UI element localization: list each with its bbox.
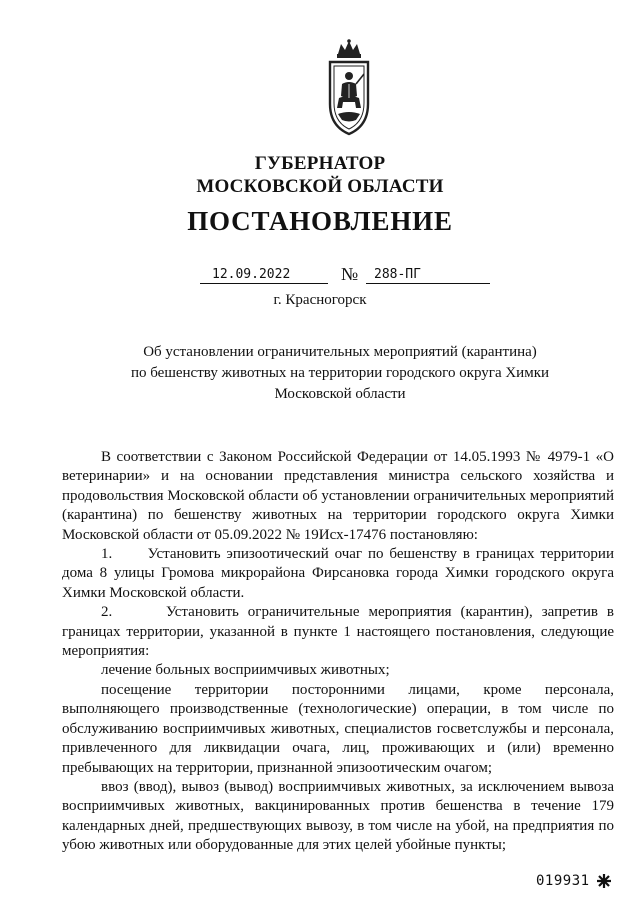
asterisk-icon <box>596 873 612 889</box>
serial-code: 019931 <box>536 873 590 889</box>
subject-line: Московской области <box>274 386 406 402</box>
body-list-item: посещение территории посторонними лицами, кроме персонала, выполняющего производственные (технологические) операции, в том числе по обслуживанию восприимчивых животных, специалистов госветслужбы и персонала, привлеченного для ликвидации очага, лиц, проживающих и (или) временно пребывающих на территории, признанной эпизоотическим очагом; <box>62 681 614 776</box>
governor-title: ГУБЕРНАТОР <box>254 153 386 174</box>
coat-of-arms-icon <box>326 38 372 138</box>
body-list-item: ввоз (ввод), вывоз (вывод) восприимчивых животных, за исключением вывоза восприимчивых животных, вакцинированных против бешенства в течение 179 календарных дней, предшествующих вывозу, в том числе на убой, на предприятия по убою животных или оборудованные для этих целей убойные пункты; <box>62 778 614 854</box>
document-city: г. Красногорск <box>273 292 367 308</box>
region-title: МОСКОВСКОЙ ОБЛАСТИ <box>196 176 444 197</box>
document-body <box>62 448 618 856</box>
document-subject <box>0 342 640 405</box>
number-sign: № <box>341 264 359 284</box>
subject-line: Об установлении ограничительных мероприятий (карантина) <box>143 344 537 360</box>
body-list-item: лечение больных восприимчивых животных; <box>101 662 390 679</box>
body-clause-2: 2. Установить ограничительные мероприятия (карантин), запретив в границах территории, указанной в пункте 1 настоящего постановления, следующие мероприятия: <box>62 604 618 660</box>
document-meta <box>0 264 640 289</box>
subject-line: по бешенству животных на территории городского округа Химки <box>130 365 550 381</box>
body-clause-1: 1. Установить эпизоотический очаг по бешенству в границах территории дома 8 улицы Громова микрорайона Фирсановка города Химки городского округа Химки Московской области. <box>62 546 618 601</box>
document-number: 288-ПГ <box>366 267 490 284</box>
body-paragraph: В соответствии с Законом Российской Федерации от 14.05.1993 № 4979-1 «О ветеринарии» и на основании представления министра сельского хозяйства и продовольствия Московской области об установлении ограничительных мероприятий (карантина) по бешенству животных на территории городского округа Химки Московской области от 05.09.2022 № 19Исх-17476 постановляю: <box>62 449 614 543</box>
document-type: ПОСТАНОВЛЕНИЕ <box>187 206 453 236</box>
document-date: 12.09.2022 <box>200 267 328 284</box>
